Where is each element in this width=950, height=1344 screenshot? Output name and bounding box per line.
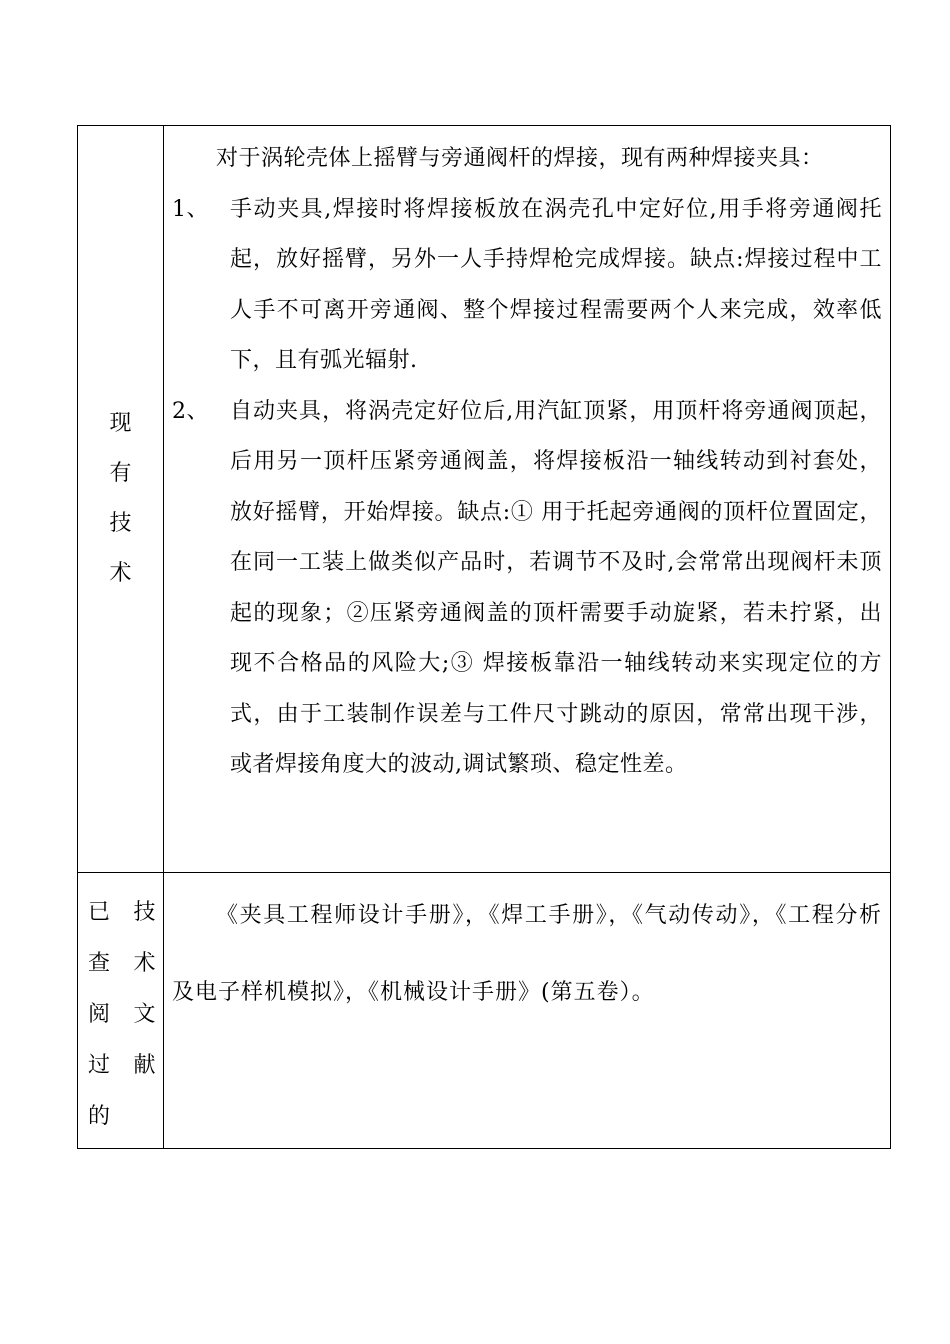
existing-technology-row bbox=[78, 126, 891, 873]
document-table bbox=[77, 125, 891, 1149]
list-item bbox=[172, 185, 882, 387]
label-char: 过 bbox=[88, 1053, 111, 1078]
intro-paragraph: 对于涡轮壳体上摇臂与旁通阀杆的焊接，现有两种焊接夹具： bbox=[216, 146, 824, 171]
literature-content-cell bbox=[164, 873, 891, 1149]
label-char: 已 bbox=[88, 900, 111, 925]
literature-label-cell bbox=[78, 873, 164, 1149]
literature-content bbox=[164, 873, 890, 1039]
label-char: 技 bbox=[109, 511, 132, 536]
label-char: 有 bbox=[109, 461, 132, 486]
label-char: 文 bbox=[133, 1002, 156, 1027]
existing-technology-content bbox=[164, 126, 890, 799]
list-item-number: 2、 bbox=[172, 398, 209, 424]
label-char: 查 bbox=[88, 951, 111, 976]
literature-row bbox=[78, 873, 891, 1149]
label-char: 术 bbox=[109, 561, 132, 586]
label-char: 献 bbox=[133, 1053, 156, 1078]
list-item bbox=[172, 387, 882, 791]
existing-technology-label-cell bbox=[78, 126, 164, 873]
existing-technology-label bbox=[78, 126, 163, 872]
label-char: 术 bbox=[133, 951, 156, 976]
list-item-text: 自动夹具，将涡壳定好位后,用汽缸顶紧，用顶杆将旁通阀顶起，后用另一顶杆压紧旁通阀盖，将焊接板沿一轴线转动到衬套处，放好摇臂，开始焊接。缺点:① 用于托起旁通阀的顶杆位置固定，在同一工装上做类似产品时，若调节不及时,会常常出现阀杆未顶起的现象；②压紧旁通阀盖的顶杆需要手动旋紧，若未拧紧，出现不合格品的风险大;③ 焊接板靠沿一轴线转动来实现定位的方式，由于工装制作误差与工件尺寸跳动的原因，常常出现干涉，或者焊接角度大的波动,调试繁琐、稳定性差。 bbox=[230, 398, 882, 777]
list-item-number: 1、 bbox=[172, 196, 209, 222]
literature-paragraph: 《夹具工程师设计手册》，《焊工手册》，《气动传动》，《工程分析及电子样机模拟》，《机械设计手册》(第五卷）。 bbox=[172, 903, 882, 1005]
label-char: 现 bbox=[109, 411, 132, 436]
list-item-text: 手动夹具,焊接时将焊接板放在涡壳孔中定好位,用手将旁通阀托起，放好摇臂，另外一人手持焊枪完成焊接。缺点:焊接过程中工人手不可离开旁通阀、整个焊接过程需要两个人来完成，效率低下，且有弧光辐射. bbox=[230, 196, 882, 373]
label-char: 的 bbox=[88, 1104, 111, 1129]
label-char: 阅 bbox=[88, 1002, 111, 1027]
existing-technology-content-cell bbox=[164, 126, 891, 873]
label-char: 技 bbox=[133, 900, 156, 925]
literature-label bbox=[78, 873, 163, 1148]
